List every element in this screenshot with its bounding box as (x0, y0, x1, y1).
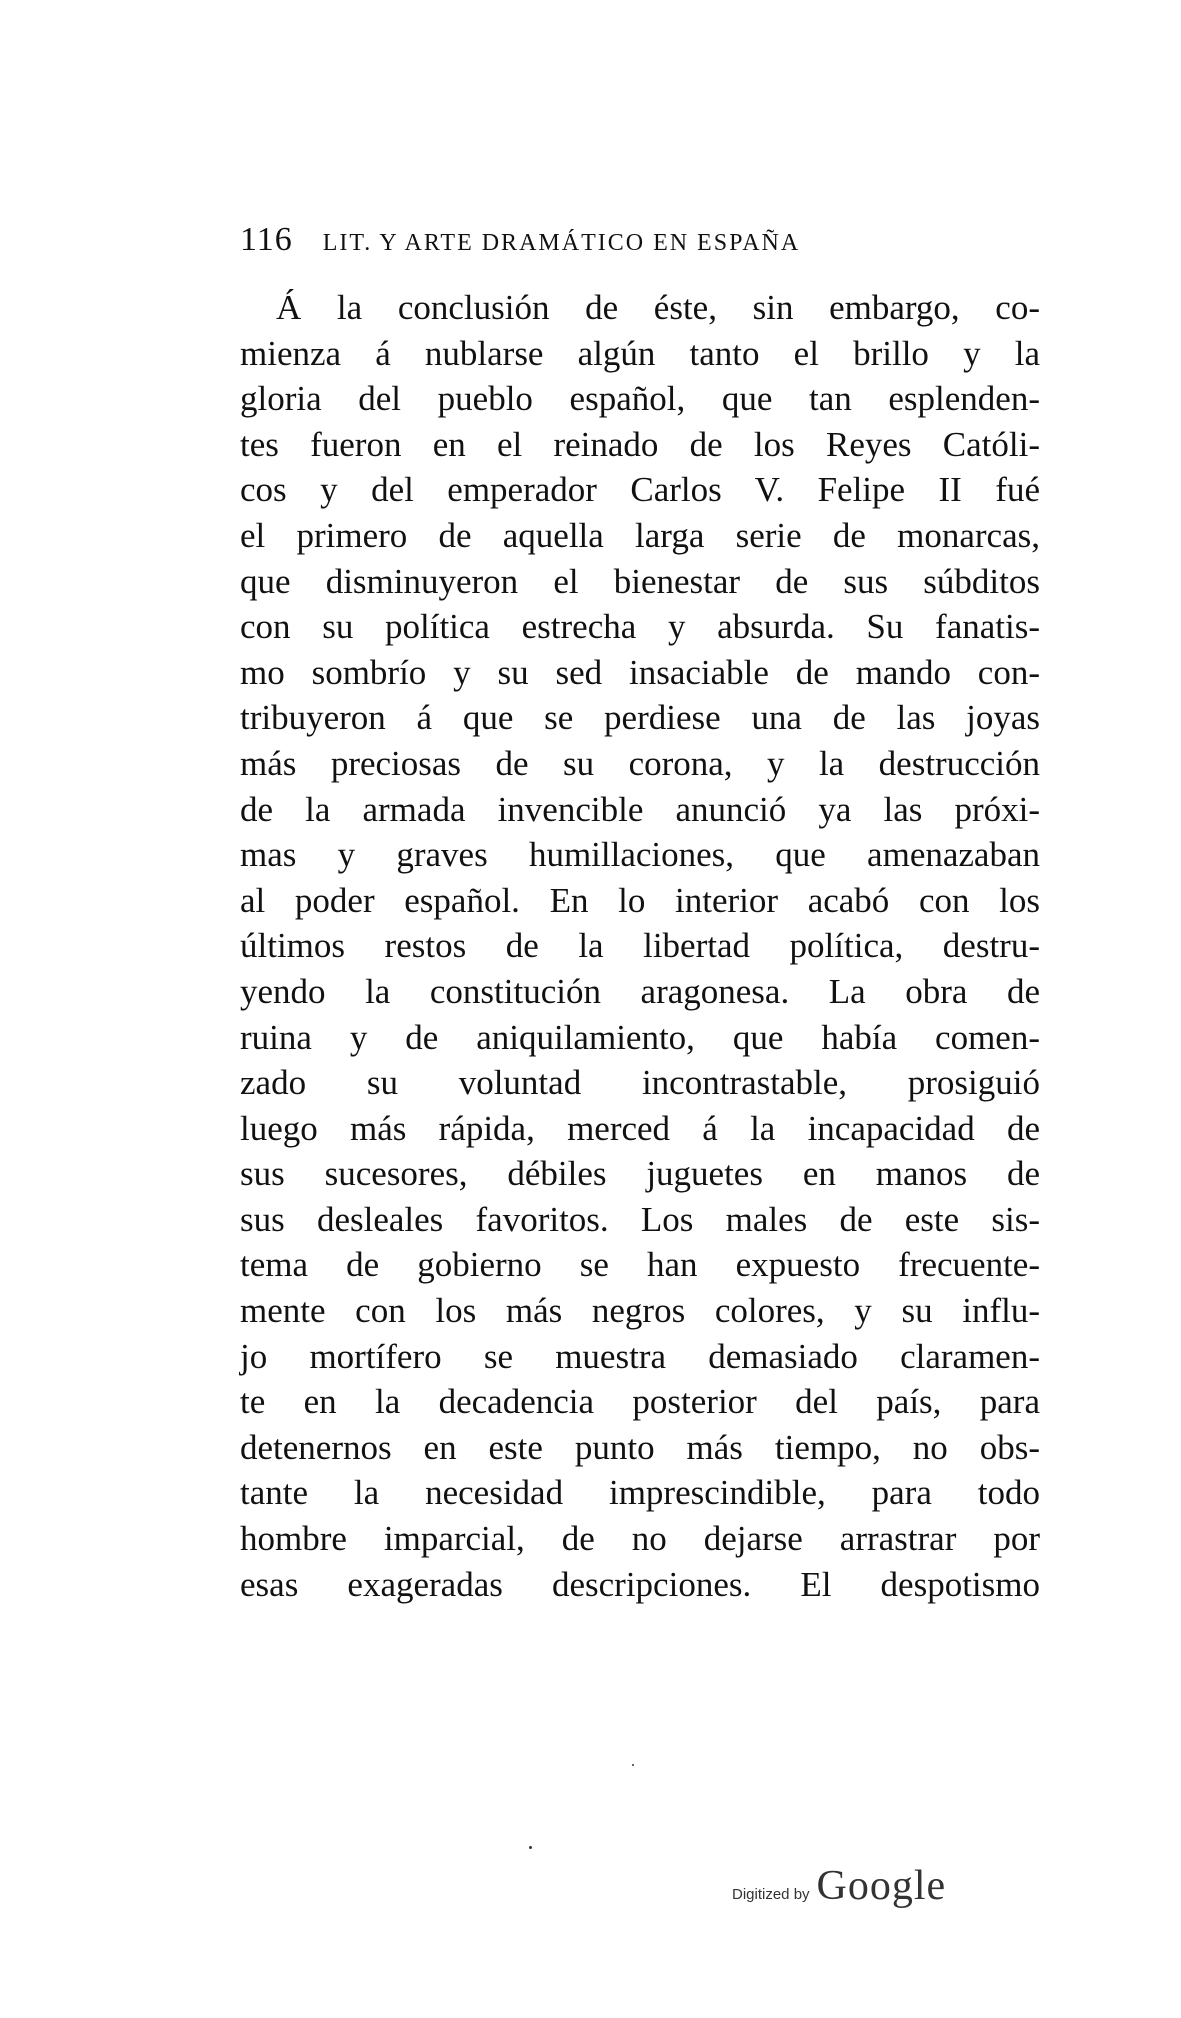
text-line: últimos restos de la libertad política, destru- (240, 926, 1040, 966)
text-line: que disminuyeron el bienestar de sus súbditos (240, 561, 1040, 601)
running-head (240, 221, 1060, 265)
text-line: sus sucesores, débiles juguetes en manos de (240, 1154, 1040, 1194)
text-line: esas exageradas descripciones. El despotismo (240, 1564, 1040, 1604)
text-line: tribuyeron á que se perdiese una de las joyas (240, 698, 1040, 738)
text-line: yendo la constitución aragonesa. La obra de (240, 971, 1040, 1011)
text-line: de la armada invencible anunció ya las próxi- (240, 789, 1040, 829)
text-line: detenernos en este punto más tiempo, no obs- (240, 1427, 1040, 1467)
text-line: al poder español. En lo interior acabó con los (240, 880, 1040, 920)
body-paragraph (240, 285, 1040, 1607)
text-line: luego más rápida, merced á la incapacidad de (240, 1108, 1040, 1148)
watermark-prefix: Digitized by (732, 1886, 810, 1903)
page-number: 116 (240, 221, 293, 258)
text-line: ruina y de aniquilamiento, que había comen- (240, 1017, 1040, 1057)
running-title: LIT. Y ARTE DRAMÁTICO EN ESPAÑA (322, 230, 801, 256)
text-line: mo sombrío y su sed insaciable de mando con- (240, 652, 1040, 692)
text-line: tes fueron en el reinado de los Reyes Católi- (240, 424, 1040, 464)
text-line: Á la conclusión de éste, sin embargo, co- (276, 288, 1040, 327)
text-line: tante la necesidad imprescindible, para todo (240, 1473, 1040, 1513)
text-line: hombre imparcial, de no dejarse arrastrar por (240, 1519, 1040, 1559)
text-line: cos y del emperador Carlos V. Felipe II fué (240, 470, 1040, 510)
text-line: mienza á nublarse algún tanto el brillo y la (240, 333, 1040, 373)
text-line: el primero de aquella larga serie de monarcas, (240, 515, 1040, 555)
text-line: más preciosas de su corona, y la destrucción (240, 743, 1040, 783)
text-line: con su política estrecha y absurda. Su fanatis- (240, 607, 1040, 647)
text-line: te en la decadencia posterior del país, para (240, 1382, 1040, 1422)
text-line: mas y graves humillaciones, que amenazaban (240, 835, 1040, 875)
text-line: jo mortífero se muestra demasiado claramen- (240, 1336, 1040, 1376)
text-line: zado su voluntad incontrastable, prosiguió (240, 1063, 1040, 1103)
google-logo: Google (816, 1863, 947, 1909)
text-line: sus desleales favoritos. Los males de este sis- (240, 1199, 1040, 1239)
print-speck (632, 1764, 634, 1766)
text-line: mente con los más negros colores, y su influ- (240, 1291, 1040, 1331)
digitized-by-google-watermark (732, 1862, 946, 1910)
text-line: gloria del pueblo español, que tan esplenden- (240, 379, 1040, 419)
print-speck (529, 1846, 532, 1849)
text-line: tema de gobierno se han expuesto frecuente- (240, 1245, 1040, 1285)
